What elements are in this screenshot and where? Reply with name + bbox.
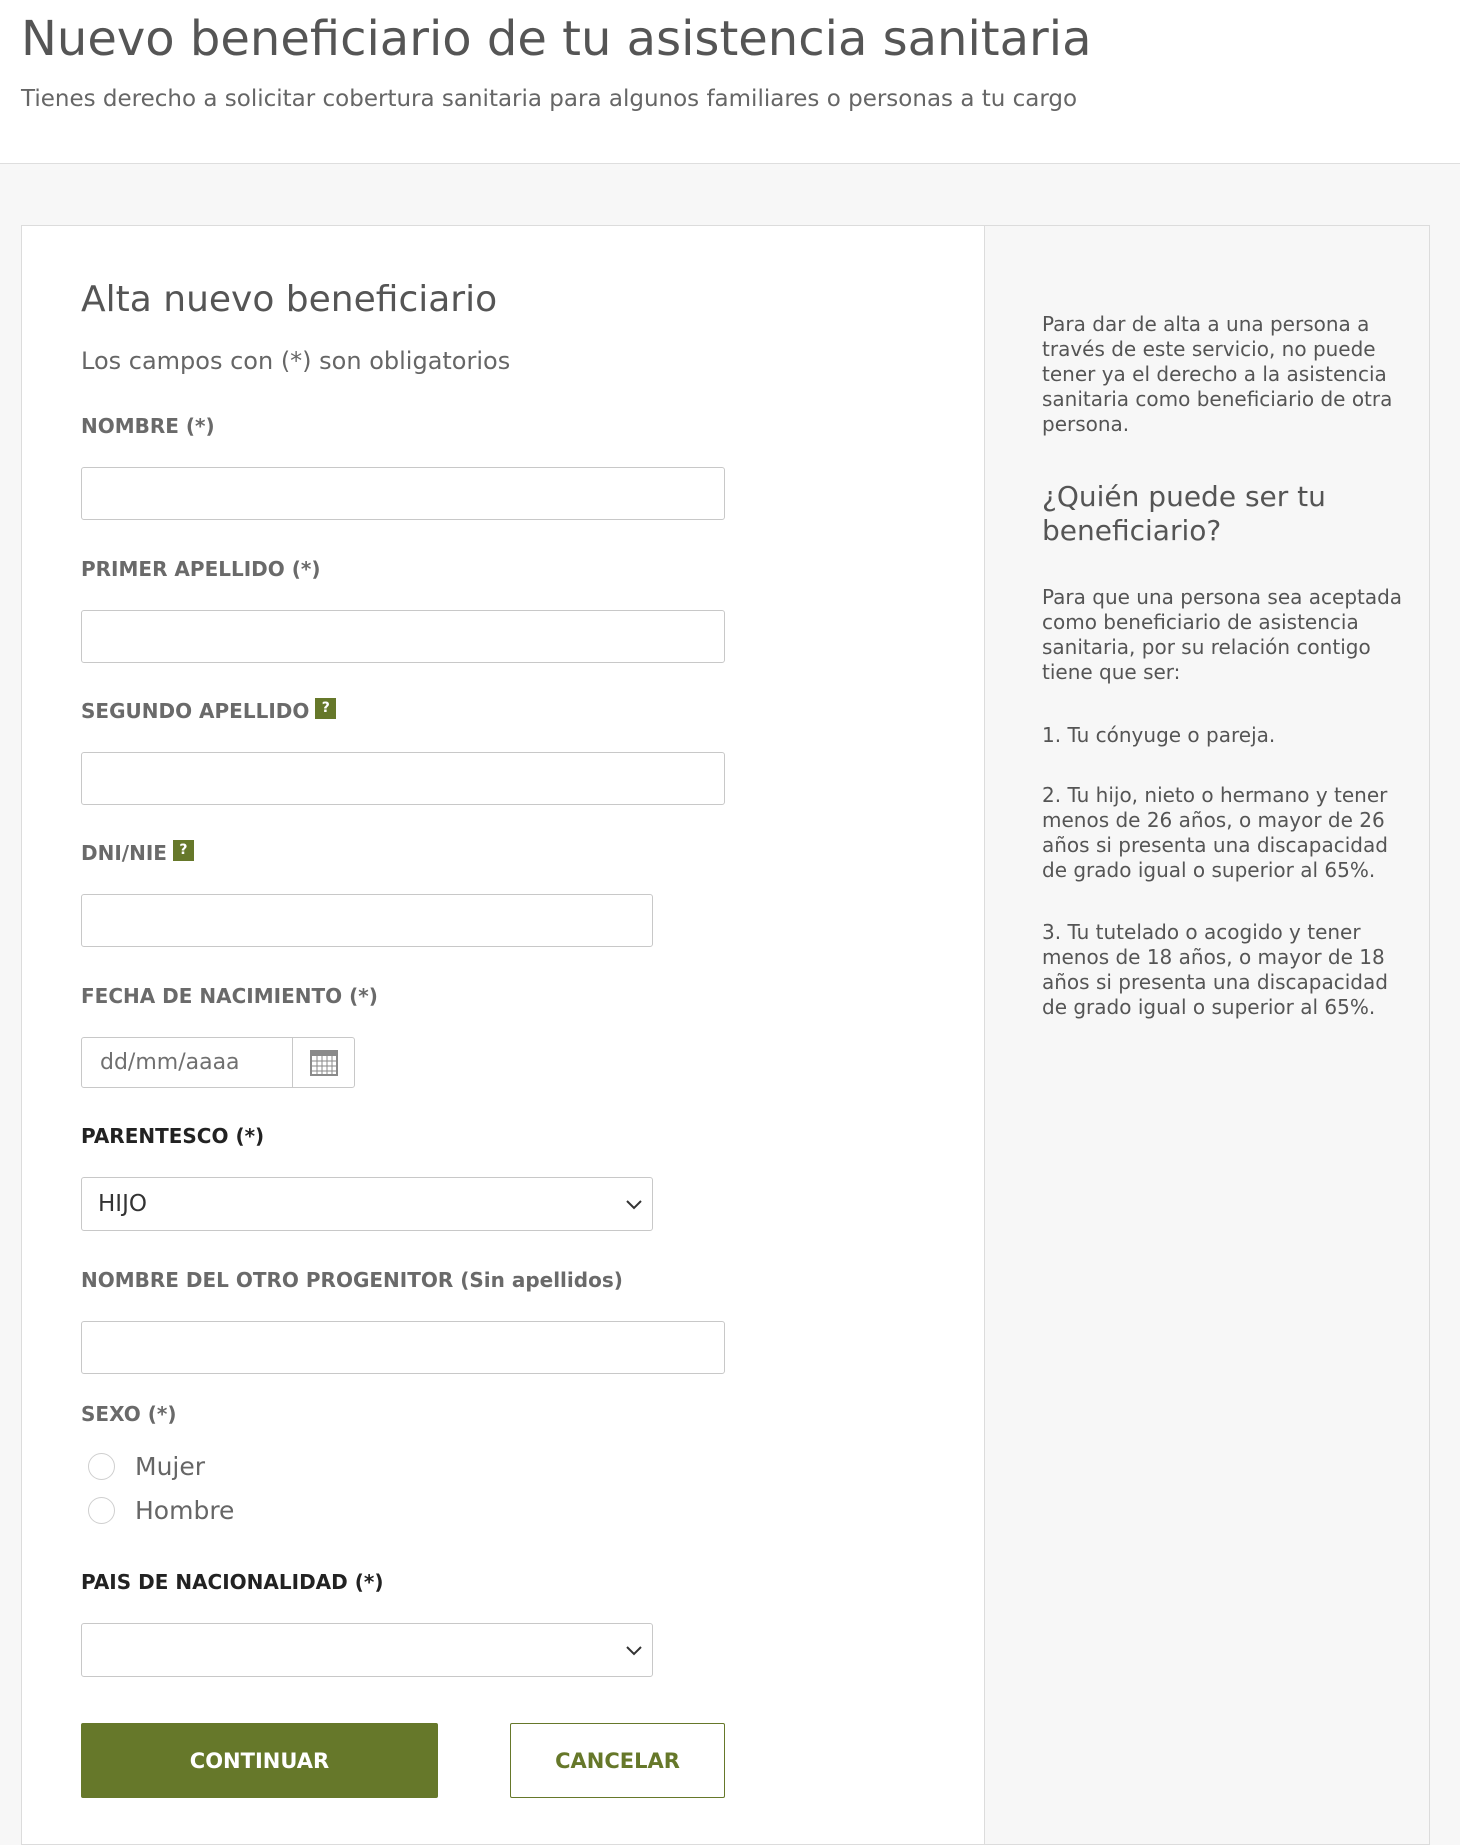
- page-header: [0, 0, 1460, 164]
- calendar-button[interactable]: [292, 1038, 354, 1087]
- dni-input[interactable]: [81, 894, 653, 947]
- sexo-option-mujer-label: Mujer: [135, 1452, 206, 1481]
- dni-label-text: DNI/NIE: [81, 841, 167, 865]
- info-sidebar: [985, 226, 1429, 1844]
- sexo-option-mujer[interactable]: [88, 1452, 205, 1481]
- form-column: [22, 226, 985, 1844]
- sidebar-list-item: 1. Tu cónyuge o pareja.: [1042, 723, 1276, 747]
- parentesco-select[interactable]: [81, 1177, 653, 1231]
- chevron-down-icon: [624, 1640, 644, 1660]
- sexo-option-hombre[interactable]: [88, 1496, 234, 1525]
- fecha-nacimiento-label-text: FECHA DE NACIMIENTO (*): [81, 984, 378, 1008]
- page-title: Nuevo beneficiario de tu asistencia sanitaria: [21, 11, 1092, 67]
- fecha-nacimiento-label: [81, 983, 378, 1009]
- chevron-down-icon: [624, 1194, 644, 1214]
- sidebar-lead: Para que una persona sea aceptada como beneficiario de asistencia sanitaria, por su relación contigo tiene que ser:: [1042, 585, 1403, 684]
- pais-nacionalidad-label-text: PAIS DE NACIONALIDAD (*): [81, 1570, 384, 1594]
- sidebar-intro: Para dar de alta a una persona a través de este servicio, no puede tener ya el derecho a la asistencia sanitaria como beneficiario de otra persona.: [1042, 312, 1393, 436]
- sexo-option-hombre-label: Hombre: [135, 1496, 235, 1525]
- form-title: Alta nuevo beneficiario: [81, 279, 498, 320]
- form-card: [21, 225, 1430, 1845]
- sidebar-heading: ¿Quién puede ser tu beneficiario?: [1042, 480, 1326, 547]
- help-icon[interactable]: ?: [315, 698, 336, 719]
- help-icon[interactable]: ?: [173, 840, 194, 861]
- pais-nacionalidad-select[interactable]: [81, 1623, 653, 1677]
- fecha-nacimiento-input[interactable]: [82, 1038, 292, 1087]
- primer-apellido-label: [81, 556, 320, 582]
- otro-progenitor-label: [81, 1267, 623, 1293]
- cancel-button[interactable]: CANCELAR: [510, 1723, 725, 1798]
- primer-apellido-label-text: PRIMER APELLIDO (*): [81, 557, 321, 581]
- radio-button-hombre[interactable]: [88, 1497, 115, 1524]
- continue-button[interactable]: CONTINUAR: [81, 1723, 438, 1798]
- primer-apellido-input[interactable]: [81, 610, 725, 663]
- segundo-apellido-label: [81, 698, 336, 724]
- dni-label: [81, 840, 194, 866]
- otro-progenitor-label-text: NOMBRE DEL OTRO PROGENITOR (Sin apellidos): [81, 1268, 623, 1292]
- sidebar-list-item: 2. Tu hijo, nieto o hermano y tener menos de 26 años, o mayor de 26 años si presenta una discapacidad de grado igual o superior al 65%.: [1042, 783, 1388, 882]
- otro-progenitor-input[interactable]: [81, 1321, 725, 1374]
- nombre-label: [81, 413, 215, 439]
- pais-nacionalidad-label: [81, 1569, 383, 1595]
- parentesco-label-text: PARENTESCO (*): [81, 1124, 265, 1148]
- segundo-apellido-input[interactable]: [81, 752, 725, 805]
- parentesco-selected-value: HIJO: [98, 1191, 147, 1217]
- sexo-label-text: SEXO (*): [81, 1402, 177, 1426]
- parentesco-label: [81, 1123, 264, 1149]
- sidebar-list-item: 3. Tu tutelado o acogido y tener menos de 18 años, o mayor de 18 años si presenta una discapacidad de grado igual o superior al 65%.: [1042, 920, 1388, 1019]
- calendar-icon: [310, 1050, 338, 1076]
- segundo-apellido-label-text: SEGUNDO APELLIDO: [81, 699, 310, 723]
- page-subtitle: Tienes derecho a solicitar cobertura sanitaria para algunos familiares o personas a tu cargo: [21, 86, 1078, 112]
- nombre-label-text: NOMBRE (*): [81, 414, 215, 438]
- required-fields-hint: Los campos con (*) son obligatorios: [81, 347, 511, 375]
- radio-button-mujer[interactable]: [88, 1453, 115, 1480]
- nombre-input[interactable]: [81, 467, 725, 520]
- fecha-nacimiento-field: [81, 1037, 355, 1088]
- sexo-label: [81, 1401, 176, 1427]
